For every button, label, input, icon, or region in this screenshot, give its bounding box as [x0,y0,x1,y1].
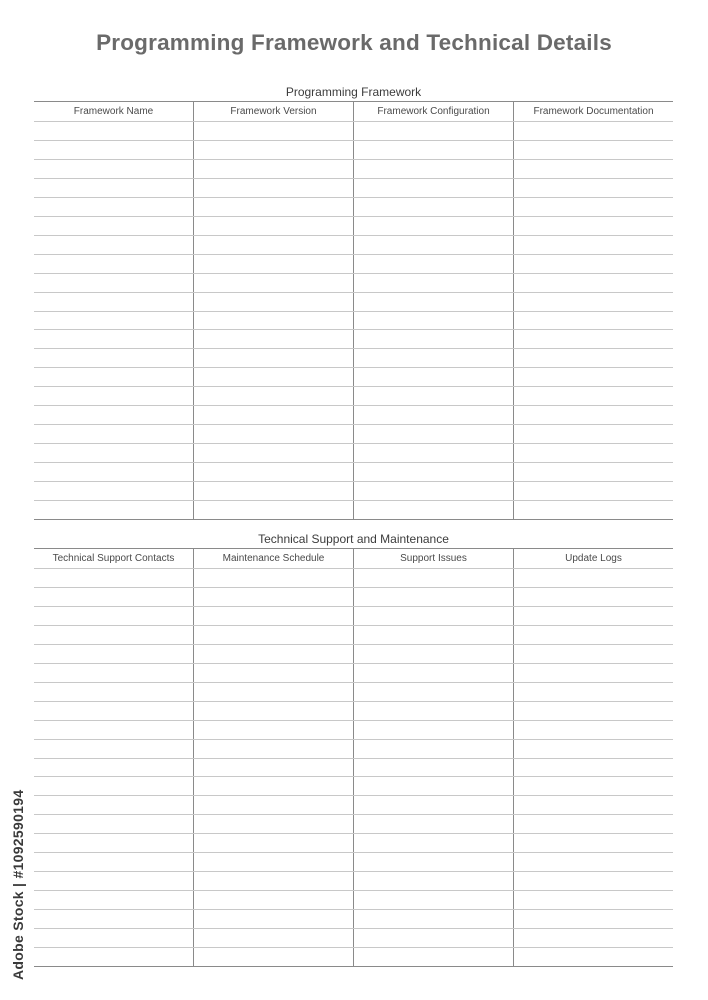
row-line [34,216,673,217]
row-line [34,121,673,122]
row-line [34,500,673,501]
row-line [34,720,673,721]
page-title: Programming Framework and Technical Details [96,30,612,55]
programming-framework-table [34,101,673,520]
row-line [34,568,673,569]
row-line [34,758,673,759]
row-line [34,644,673,645]
row-line [34,273,673,274]
column-header-technical-support-contacts: Technical Support Contacts [52,553,175,564]
row-line [34,663,673,664]
row-line [34,625,673,626]
row-line [34,587,673,588]
column-header-framework-version: Framework Version [230,106,317,117]
row-line [34,682,673,683]
row-line [34,254,673,255]
row-line [34,776,673,777]
row-line [34,795,673,796]
row-line [34,481,673,482]
row-line [34,928,673,929]
column-header-update-logs: Update Logs [565,553,622,564]
row-line [34,367,673,368]
row-line [34,140,673,141]
section-title-programming-framework: Programming Framework [285,85,422,99]
row-line [34,833,673,834]
row-line [34,814,673,815]
row-line [34,462,673,463]
row-line [34,739,673,740]
row-line [34,386,673,387]
row-line [34,292,673,293]
row-line [34,606,673,607]
section-title-technical-support: Technical Support and Maintenance [258,532,449,546]
column-header-framework-configuration: Framework Configuration [377,106,490,117]
row-line [34,852,673,853]
row-line [34,178,673,179]
row-line [34,197,673,198]
row-line [34,235,673,236]
row-line [34,424,673,425]
row-line [34,909,673,910]
row-line [34,890,673,891]
row-line [34,311,673,312]
row-line [34,405,673,406]
row-line [34,348,673,349]
technical-support-table [34,548,673,967]
column-header-maintenance-schedule: Maintenance Schedule [222,553,325,564]
stock-watermark: Adobe Stock | #1092590194 [10,789,26,980]
row-line [34,871,673,872]
row-line [34,443,673,444]
row-line [34,159,673,160]
row-line [34,329,673,330]
row-line [34,701,673,702]
column-header-framework-name: Framework Name [73,106,154,117]
row-line [34,947,673,948]
column-header-framework-documentation: Framework Documentation [533,106,654,117]
column-header-support-issues: Support Issues [400,553,467,564]
